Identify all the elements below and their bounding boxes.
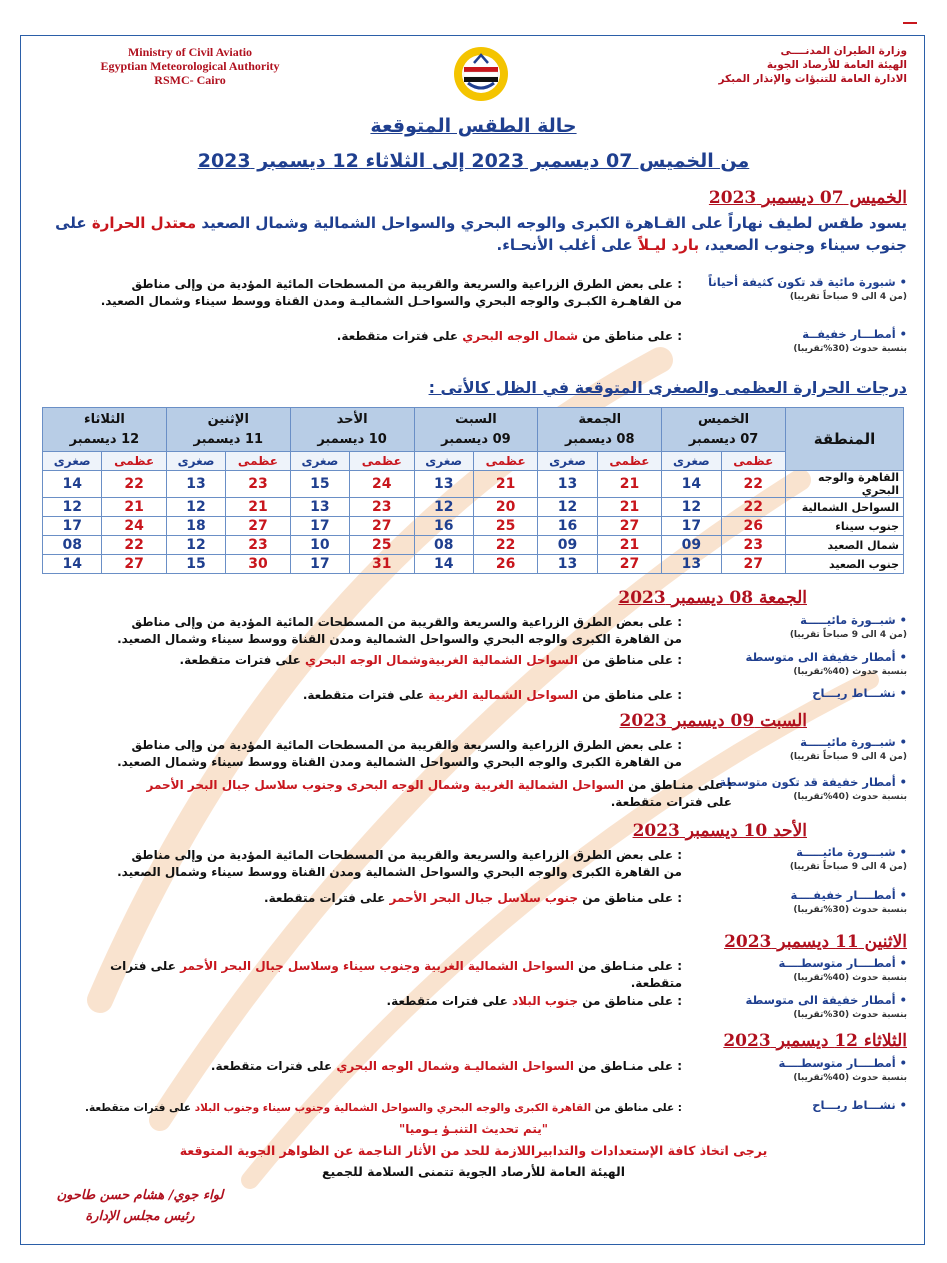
max-temp-cell: 21 bbox=[597, 536, 661, 555]
rain-probability: بنسبة حدوث (30%تقريبا) bbox=[793, 344, 907, 354]
max-temp-cell: 31 bbox=[350, 555, 414, 574]
friday-fog-label: • شبــورة مائيـــــة (من 4 الى 9 صباحاً تقريبا) bbox=[789, 613, 907, 640]
min-header: صغرى bbox=[290, 452, 349, 471]
max-temp-cell: 24 bbox=[102, 517, 166, 536]
day-header: الإثنين 11 ديسمبر bbox=[166, 408, 290, 452]
min-temp-cell: 14 bbox=[414, 555, 473, 574]
thursday-heading: الخميس 07 ديسمبر 2023 bbox=[708, 188, 907, 208]
min-temp-cell: 18 bbox=[166, 517, 225, 536]
region-cell: جنوب الصعيد bbox=[786, 555, 904, 574]
min-header: صغرى bbox=[538, 452, 597, 471]
saturday-fog-label: • شبــورة مائيـــــة (من 4 الى 9 صباحاً تقريبا) bbox=[789, 735, 907, 762]
max-temp-cell: 21 bbox=[102, 498, 166, 517]
min-temp-cell: 15 bbox=[166, 555, 225, 574]
min-header: صغرى bbox=[662, 452, 721, 471]
max-temp-cell: 21 bbox=[473, 471, 537, 498]
friday-rain-desc: : على مناطق من السواحل الشمالية الغربيةوشمال الوجه البحري على فترات متقطعة. bbox=[179, 653, 682, 667]
max-temp-cell: 27 bbox=[721, 555, 785, 574]
min-temp-cell: 13 bbox=[538, 555, 597, 574]
day-header: الثلاثاء 12 ديسمبر bbox=[43, 408, 167, 452]
table-row bbox=[43, 555, 904, 574]
monday-heading: الاثنين 11 ديسمبر 2023 bbox=[724, 932, 907, 952]
min-temp-cell: 13 bbox=[166, 471, 225, 498]
monday-rain1-label: • أمطــــار متوسطــــة بنسبة حدوث (40%تقريبا) bbox=[778, 956, 907, 983]
thursday-rain-desc: : على مناطق من شمال الوجه البحري على فترات متقطعة. bbox=[336, 329, 682, 343]
min-temp-cell: 12 bbox=[538, 498, 597, 517]
region-cell: جنوب سيناء bbox=[786, 517, 904, 536]
max-temp-cell: 22 bbox=[473, 536, 537, 555]
friday-wind-desc: : على مناطق من السواحل الشمالية الغربية على فترات متقطعة. bbox=[302, 688, 682, 702]
advice-note: يرجى اتخاذ كافة الإستعدادات والتدابيراللازمة للحد من الأثار الناجمة عن الظواهر الجوية المتوقعة bbox=[179, 1143, 768, 1158]
top-red-mark bbox=[903, 22, 917, 24]
min-temp-cell: 13 bbox=[414, 471, 473, 498]
max-temp-cell: 22 bbox=[102, 471, 166, 498]
ema-logo-icon bbox=[452, 45, 510, 103]
max-temp-cell: 27 bbox=[597, 555, 661, 574]
friday-fog-desc: : على بعض الطرق الزراعية والسريعة والقريبة من المسطحات المائية المؤدية من وإلى مناطق من القاهرة الكبرى والوجه البحري والسواحل الشمالية ومدن القناة ووسط سيناء وشمال الصعيد. bbox=[117, 615, 682, 646]
max-temp-cell: 23 bbox=[721, 536, 785, 555]
thursday-fog-label: • شبورة مائية قد تكون كثيفة أحياناً (من 4 الى 9 صباحاً تقريبا) bbox=[697, 275, 907, 305]
max-temp-cell: 27 bbox=[226, 517, 290, 536]
sunday-rain-label: • أمطــــار خفيفــــة بنسبة حدوث (30%تقريبا) bbox=[790, 888, 907, 915]
sunday-fog-label: • شبـــورة مائيـــــة (من 4 الى 9 صباحاً تقريبا) bbox=[789, 845, 907, 872]
max-header: عظمى bbox=[597, 452, 661, 471]
max-temp-cell: 20 bbox=[473, 498, 537, 517]
temps-heading: درجات الحرارة العظمى والصغرى المتوقعة في الظل كالأتى : bbox=[428, 378, 907, 397]
max-header: عظمى bbox=[226, 452, 290, 471]
friday-rain-label: • أمطار خفيفة الى متوسطة بنسبة حدوث (40%تقريبا) bbox=[745, 650, 907, 677]
sunday-rain-desc: : على مناطق من جنوب سلاسل جبال البحر الأحمر على فترات متقطعة. bbox=[264, 891, 682, 905]
friday-heading: الجمعة 08 ديسمبر 2023 bbox=[618, 588, 807, 608]
min-header: صغرى bbox=[43, 452, 102, 471]
signature-title: رئيس مجلس الإدارة bbox=[85, 1209, 195, 1224]
max-temp-cell: 26 bbox=[473, 555, 537, 574]
tuesday-wind-desc: : على مناطق من القاهرة الكبرى والوجه البحري والسواحل الشمالية وجنوب سيناء وجنوب البلاد على فترات متقطعة. bbox=[85, 1102, 682, 1114]
temperature-table bbox=[42, 407, 904, 574]
max-temp-cell: 22 bbox=[102, 536, 166, 555]
min-temp-cell: 17 bbox=[662, 517, 721, 536]
min-header: صغرى bbox=[414, 452, 473, 471]
tuesday-rain-desc: : على منـاطق من السواحل الشماليـة وشمال الوجه البحري على فترات متقطعة. bbox=[210, 1059, 682, 1073]
min-temp-cell: 12 bbox=[166, 536, 225, 555]
min-temp-cell: 08 bbox=[414, 536, 473, 555]
safety-wish: الهيئة العامة للأرصاد الجوية تتمنى السلامة للجميع bbox=[321, 1164, 626, 1179]
forecast-period: من الخميس 07 ديسمبر 2023 إلى الثلاثاء 12 ديسمبر 2023 bbox=[197, 150, 750, 172]
sunday-fog-desc: : على بعض الطرق الزراعية والسريعة والقريبة من المسطحات المائية المؤدية من وإلى مناطق من القاهرة الكبرى والوجه البحري والسواحل الشمالية ومدن القناة ووسط سيناء وشمال الصعيد. bbox=[117, 848, 682, 879]
table-row bbox=[43, 471, 904, 498]
region-cell: السواحل الشمالية bbox=[786, 498, 904, 517]
min-temp-cell: 15 bbox=[290, 471, 349, 498]
page-title: حالة الطقس المتوقعة bbox=[370, 115, 577, 137]
header-english bbox=[80, 45, 300, 87]
update-note: "يتم تحديث التنبـؤ يـوميا" bbox=[398, 1122, 549, 1136]
min-temp-cell: 09 bbox=[662, 536, 721, 555]
max-temp-cell: 27 bbox=[102, 555, 166, 574]
summary-part: على أغلب الأنحـاء. bbox=[496, 236, 633, 254]
min-temp-cell: 14 bbox=[43, 555, 102, 574]
min-temp-cell: 12 bbox=[43, 498, 102, 517]
max-temp-cell: 21 bbox=[597, 471, 661, 498]
summary-part: معتدل الحرارة bbox=[91, 214, 197, 232]
max-temp-cell: 21 bbox=[597, 498, 661, 517]
fog-timing: (من 4 الى 9 صباحاً تقريبا) bbox=[789, 292, 907, 302]
max-header: عظمى bbox=[473, 452, 537, 471]
min-header: صغرى bbox=[166, 452, 225, 471]
thursday-summary bbox=[47, 212, 907, 256]
max-temp-cell: 21 bbox=[226, 498, 290, 517]
table-row bbox=[43, 498, 904, 517]
min-temp-cell: 10 bbox=[290, 536, 349, 555]
summary-part: على جنوب سيناء وجنوب الصعيد، bbox=[55, 214, 907, 254]
table-row bbox=[43, 517, 904, 536]
day-header: السبت 09 ديسمبر bbox=[414, 408, 538, 452]
table-row bbox=[43, 536, 904, 555]
max-temp-cell: 22 bbox=[721, 471, 785, 498]
sunday-heading: الأحد 10 ديسمبر 2023 bbox=[632, 821, 807, 841]
header-ar-line: الهيئة العامة للأرصاد الجوية bbox=[766, 59, 907, 71]
min-temp-cell: 13 bbox=[662, 555, 721, 574]
temperature-rows bbox=[43, 471, 904, 574]
min-temp-cell: 13 bbox=[538, 471, 597, 498]
signature-name: لواء جوي/ هشام حسن طاحون bbox=[56, 1188, 224, 1203]
min-temp-cell: 08 bbox=[43, 536, 102, 555]
min-temp-cell: 14 bbox=[43, 471, 102, 498]
max-header: عظمى bbox=[350, 452, 414, 471]
min-temp-cell: 13 bbox=[290, 498, 349, 517]
saturday-rain-label: • أمطار خفيفة قد تكون متوسطة بنسبة حدوث (40%تقريبا) bbox=[719, 775, 907, 802]
monday-rain2-desc: : على مناطق من جنوب البلاد على فترات متقطعة. bbox=[386, 994, 682, 1008]
tuesday-rain-label: • أمطــــار متوسطــــة بنسبة حدوث (40%تقريبا) bbox=[778, 1056, 907, 1083]
day-header: الأحد 10 ديسمبر bbox=[290, 408, 414, 452]
min-temp-cell: 14 bbox=[662, 471, 721, 498]
max-temp-cell: 23 bbox=[226, 471, 290, 498]
region-cell: القاهرة والوجه البحري bbox=[786, 471, 904, 498]
min-temp-cell: 17 bbox=[290, 517, 349, 536]
saturday-fog-desc: : على بعض الطرق الزراعية والسريعة والقريبة من المسطحات المائية المؤدية من وإلى مناطق من القاهرة الكبرى والوجه البحري والسواحل الشمالية ومدن القناة ووسط سيناء وشمال الصعيد. bbox=[117, 738, 682, 769]
max-temp-cell: 27 bbox=[597, 517, 661, 536]
saturday-rain-desc: : على منـاطق من السواحل الشمالية الغربية وشمال الوجه البحرى وجنوب سلاسل جبال البحر الأحمر على فترات متقطعة. bbox=[146, 778, 732, 809]
max-temp-cell: 24 bbox=[350, 471, 414, 498]
min-temp-cell: 16 bbox=[538, 517, 597, 536]
thursday-rain-label: • أمطـــار خفيفــة بنسبة حدوث (30%تقريبا) bbox=[707, 327, 907, 357]
thursday-fog-desc: : على بعض الطرق الزراعية والسريعة والقريبة من المسطحات المائية المؤدية من وإلى مناطق من القاهـرة الكبـرى والوجه البحري والسواحـل الشماليـة ومدن القناة ووسط سيناء وشمال الصعيد. bbox=[100, 277, 682, 308]
saturday-heading: السبت 09 ديسمبر 2023 bbox=[619, 711, 807, 731]
max-temp-cell: 23 bbox=[226, 536, 290, 555]
max-temp-cell: 27 bbox=[350, 517, 414, 536]
min-temp-cell: 16 bbox=[414, 517, 473, 536]
max-temp-cell: 23 bbox=[350, 498, 414, 517]
max-temp-cell: 25 bbox=[473, 517, 537, 536]
tuesday-wind-label: • نشـــاط ريـــاح bbox=[812, 1098, 907, 1112]
max-temp-cell: 25 bbox=[350, 536, 414, 555]
header-en-line: Ministry of Civil Aviatio bbox=[127, 45, 253, 59]
min-temp-cell: 12 bbox=[166, 498, 225, 517]
header-arabic bbox=[687, 44, 907, 86]
header-en-line: RSMC- Cairo bbox=[154, 73, 226, 87]
friday-wind-label: • نشـــاط ريـــاح bbox=[812, 686, 907, 700]
max-temp-cell: 22 bbox=[721, 498, 785, 517]
tuesday-heading: الثلاثاء 12 ديسمبر 2023 bbox=[723, 1031, 907, 1051]
header-en-line: Egyptian Meteorological Authority bbox=[100, 59, 280, 73]
min-temp-cell: 09 bbox=[538, 536, 597, 555]
region-header: المنطقة bbox=[786, 408, 904, 471]
header-ar-line: وزارة الطيران المدنــــى bbox=[780, 45, 907, 57]
day-header: الجمعة 08 ديسمبر bbox=[538, 408, 662, 452]
region-cell: شمال الصعيد bbox=[786, 536, 904, 555]
min-temp-cell: 17 bbox=[290, 555, 349, 574]
max-temp-cell: 26 bbox=[721, 517, 785, 536]
max-temp-cell: 30 bbox=[226, 555, 290, 574]
monday-rain2-label: • أمطار خفيفة الى متوسطة بنسبة حدوث (30%تقريبا) bbox=[745, 993, 907, 1020]
header-ar-line: الادارة العامة للتنبؤات والإنذار المبكر bbox=[718, 73, 907, 85]
min-temp-cell: 12 bbox=[662, 498, 721, 517]
max-header: عظمى bbox=[721, 452, 785, 471]
min-temp-cell: 12 bbox=[414, 498, 473, 517]
summary-part: بارد ليـلاً bbox=[638, 236, 700, 254]
min-temp-cell: 17 bbox=[43, 517, 102, 536]
day-header: الخميس 07 ديسمبر bbox=[662, 408, 786, 452]
monday-rain1-desc: : على منـاطق من السواحل الشمالية الغربية وجنوب سيناء وسلاسل جبال البحر الأحمر على فترات متقطعة. bbox=[110, 959, 682, 990]
max-header: عظمى bbox=[102, 452, 166, 471]
summary-part: يسود طقس لطيف نهاراً على القـاهرة الكبرى والوجه البحري والسواحل الشمالية وشمال الصعيد bbox=[201, 214, 907, 232]
